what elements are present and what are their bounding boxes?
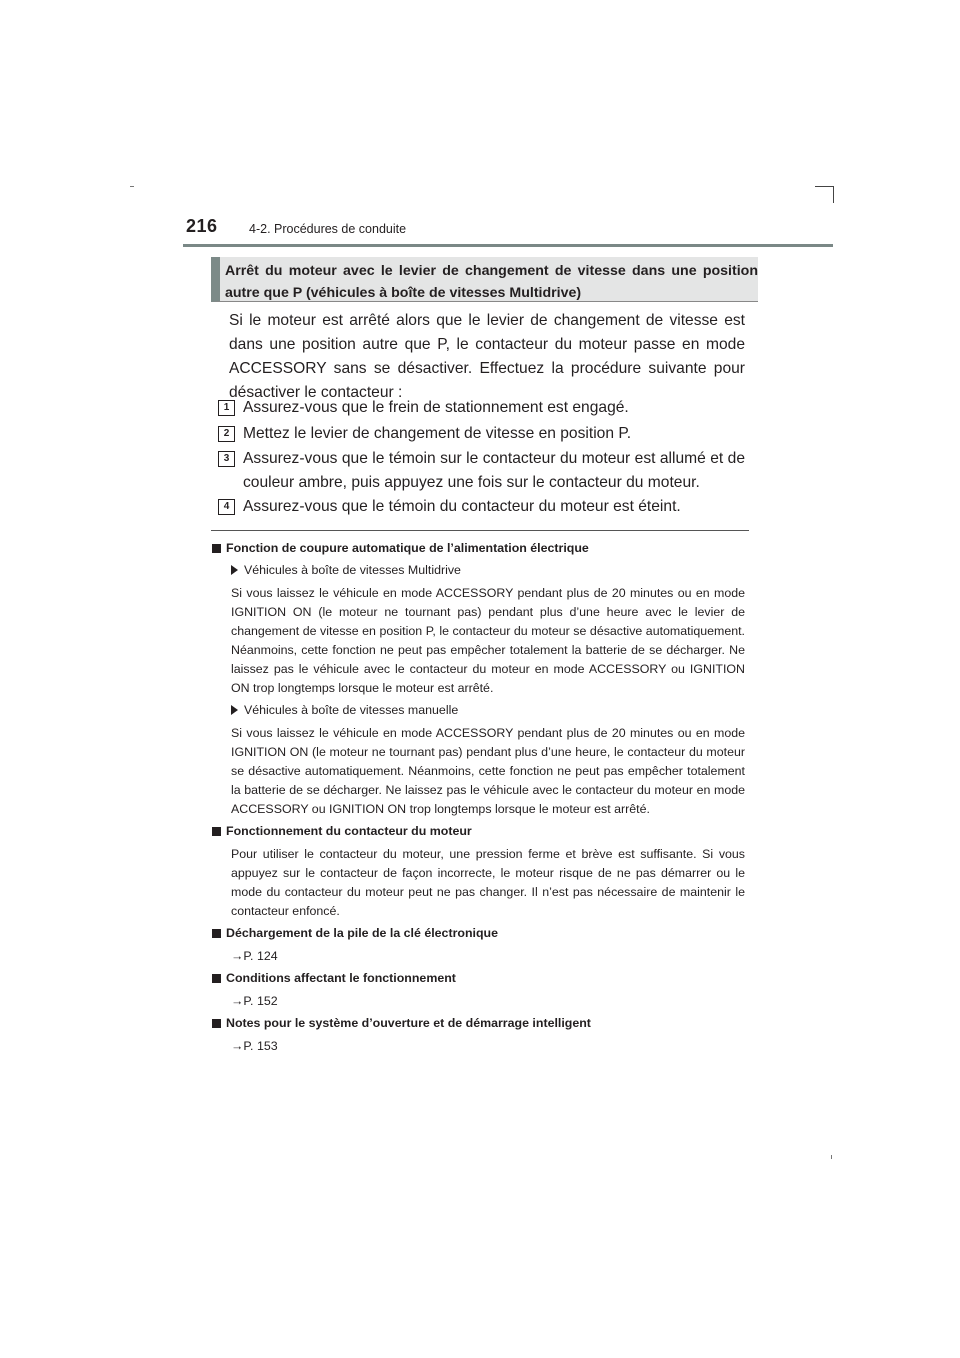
step-4 xyxy=(218,495,745,519)
step-1 xyxy=(218,396,745,420)
note-subheading: Véhicules à boîte de vitesses manuelle xyxy=(231,701,745,720)
section-divider xyxy=(211,530,749,531)
step-3 xyxy=(218,447,745,495)
step-number: 2 xyxy=(218,426,235,442)
crop-mark xyxy=(815,186,834,203)
square-bullet-icon xyxy=(212,974,221,983)
box-title-text: Arrêt du moteur avec le levier de changement de vitesse dans une position autre que P (véhicules à boîte de vitesses Multidrive) xyxy=(225,263,758,301)
note-paragraph: Si vous laissez le véhicule en mode ACCESSORY pendant plus de 20 minutes ou en mode IGNITION ON (le moteur ne tournant pas) pendant plus d’une heure avec le levier de changement de vitesse en position P, le contacteur du moteur se désactive automatiquement. Néanmoins, cette fonction ne peut pas empêcher totalement la batterie de se décharger. Ne laissez pas le véhicule avec le contacteur du moteur en mode ACCESSORY ou IGNITION ON trop longtemps lorsque le moteur est arrêté. xyxy=(231,586,745,695)
step-number: 4 xyxy=(218,499,235,515)
intro-paragraph: Si le moteur est arrêté alors que le levier de changement de vitesse est dans une position autre que P, le contacteur du moteur passe en mode ACCESSORY sans se désactiver. Effectuez la procédure suivante pour désactiver le contacteur : xyxy=(229,312,745,401)
page-reference-link[interactable]: →P. 153 xyxy=(231,1039,278,1053)
step-text: Assurez-vous que le témoin du contacteur du moteur est éteint. xyxy=(243,498,681,515)
note-heading: Fonction de coupure automatique de l’alimentation électrique xyxy=(212,539,745,558)
page-number: 216 xyxy=(186,216,218,236)
section-title: 4-2. Procédures de conduite xyxy=(249,222,407,236)
notes-section xyxy=(212,539,745,1056)
step-text: Assurez-vous que le frein de stationnement est engagé. xyxy=(243,399,629,416)
note-heading: Conditions affectant le fonctionnement xyxy=(212,969,745,988)
square-bullet-icon xyxy=(212,827,221,836)
triangle-bullet-icon xyxy=(231,705,238,715)
box-title xyxy=(211,257,758,302)
page-reference-link[interactable]: →P. 152 xyxy=(231,994,278,1008)
square-bullet-icon xyxy=(212,929,221,938)
page-reference-link[interactable]: →P. 124 xyxy=(231,949,278,963)
step-text: Mettez le levier de changement de vitesse en position P. xyxy=(243,425,632,442)
square-bullet-icon xyxy=(212,544,221,553)
step-text: Assurez-vous que le témoin sur le contacteur du moteur est allumé et de couleur ambre, puis appuyez une fois sur le contacteur du moteur. xyxy=(243,450,745,491)
triangle-bullet-icon xyxy=(231,565,238,575)
note-heading: Déchargement de la pile de la clé électronique xyxy=(212,924,745,943)
note-paragraph: Pour utiliser le contacteur du moteur, une pression ferme et brève est suffisante. Si vous appuyez sur le contacteur de façon incorrecte, le moteur risque de ne pas démarrer ou le mode du contacteur du moteur peut ne pas changer. Il n’est pas nécessaire de maintenir le contacteur enfoncé. xyxy=(231,847,745,918)
step-number: 1 xyxy=(218,400,235,416)
step-number: 3 xyxy=(218,451,235,467)
note-heading: Notes pour le système d’ouverture et de démarrage intelligent xyxy=(212,1014,745,1033)
square-bullet-icon xyxy=(212,1019,221,1028)
step-2 xyxy=(218,422,745,446)
note-subheading: Véhicules à boîte de vitesses Multidrive xyxy=(231,561,745,580)
crop-tick xyxy=(831,1155,832,1159)
header-rule xyxy=(183,244,833,247)
note-heading: Fonctionnement du contacteur du moteur xyxy=(212,822,745,841)
crop-tick xyxy=(130,186,134,187)
note-paragraph: Si vous laissez le véhicule en mode ACCESSORY pendant plus de 20 minutes ou en mode IGNITION ON (le moteur ne tournant pas) pendant plus d’une heure, le contacteur du moteur se désactive automatiquement. Néanmoins, cette fonction ne peut pas empêcher totalement la batterie de se décharger. Ne laissez pas le véhicule avec le contacteur du moteur en mode ACCESSORY ou IGNITION ON trop longtemps lorsque le moteur est arrêté. xyxy=(231,726,745,816)
